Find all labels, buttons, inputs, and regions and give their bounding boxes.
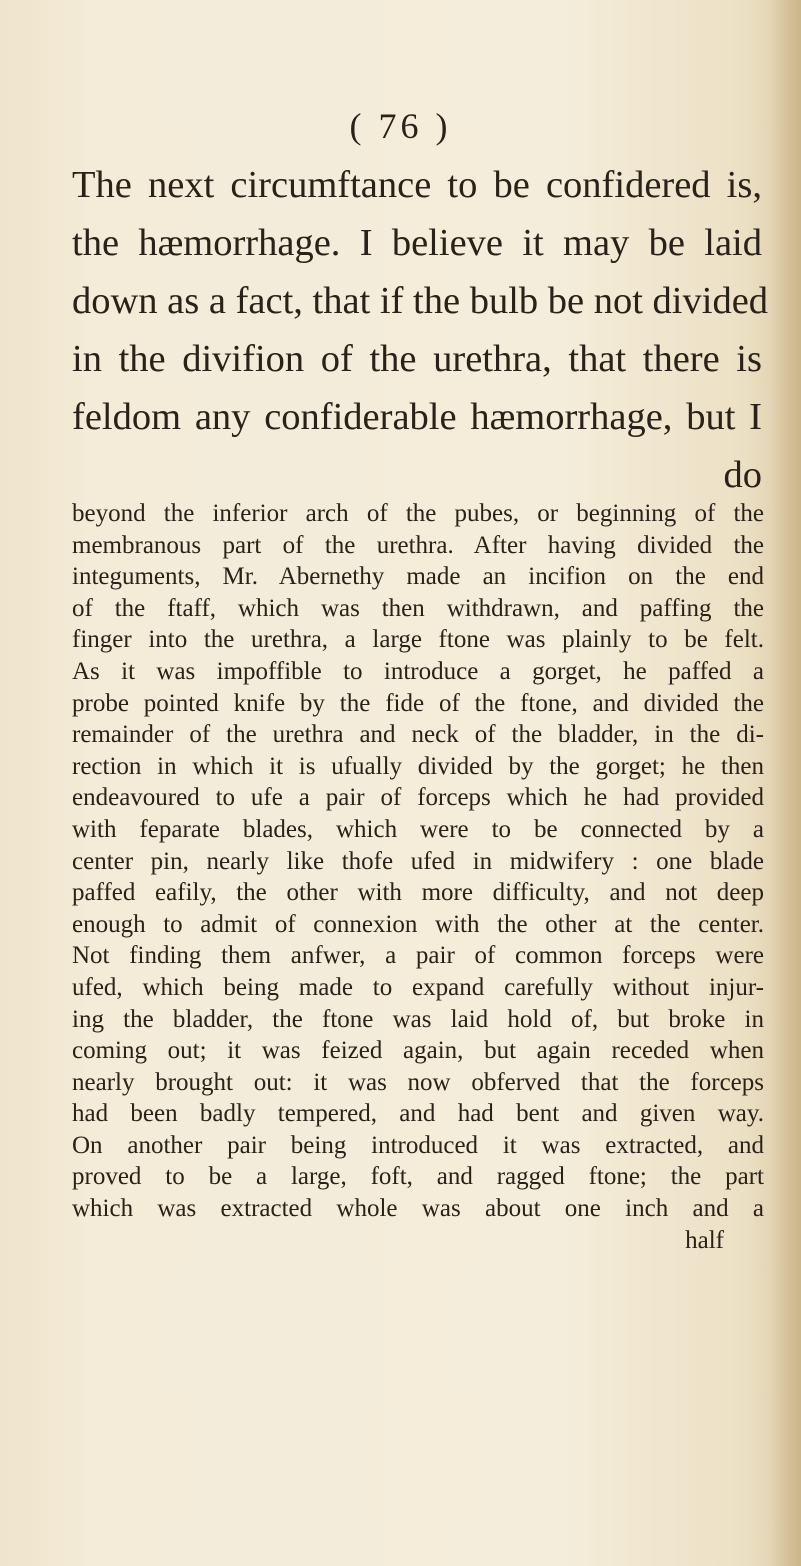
page-edge-shadow: [771, 0, 801, 1566]
text-line: paffed eafily, the other with more difficulty, and not deep: [72, 879, 764, 907]
text-line: ufed, which being made to expand carefully without injur-: [72, 973, 764, 1001]
text-line: beyond the inferior arch of the pubes, or beginning of the: [72, 500, 764, 527]
text-line: the hæmorrhage. I believe it may be laid: [72, 222, 762, 264]
text-line: had been badly tempered, and had bent and given way.: [72, 1100, 764, 1128]
text-line: ing the bladder, the ftone was laid hold of, but broke in: [72, 1005, 764, 1033]
top-paragraph: [72, 156, 769, 504]
text-line: center pin, nearly like thofe ufed in midwifery : one blade: [72, 847, 764, 875]
text-line: finger into the urethra, a large ftone was plainly to be felt.: [72, 626, 764, 654]
text-line: rection in which it is ufually divided by the gorget; he then: [72, 752, 764, 780]
text-line: integuments, Mr. Abernethy made an incifion on the end: [72, 563, 764, 591]
text-line: remainder of the urethra and neck of the bladder, in the di-: [72, 721, 764, 749]
text-line: On another pair being introduced it was extracted, and: [72, 1131, 764, 1159]
text-line: nearly brought out: it was now obferved that the forceps: [72, 1068, 764, 1096]
text-line: The next circumftance to be confidered is,: [72, 164, 762, 206]
text-line: endeavoured to ufe a pair of forceps which he had provided: [72, 784, 764, 812]
text-line: probe pointed knife by the fide of the ftone, and divided the: [72, 689, 764, 717]
lower-paragraph: [72, 498, 764, 1256]
text-line: Not finding them anfwer, a pair of common forceps were: [72, 942, 764, 970]
text-line: which was extracted whole was about one inch and a: [72, 1195, 764, 1223]
catchword: half: [685, 1226, 724, 1254]
text-line: proved to be a large, foft, and ragged ftone; the part: [72, 1163, 764, 1191]
text-line: down as a fact, that if the bulb be not divided: [72, 280, 769, 322]
text-line: As it was impoffible to introduce a gorget, he paffed a: [72, 657, 764, 685]
text-line: membranous part of the urethra. After having divided the: [72, 531, 764, 559]
text-line: in the divifion of the urethra, that there is: [72, 338, 762, 380]
catchword: do: [723, 454, 762, 496]
text-line: with feparate blades, which were to be connected by a: [72, 815, 764, 843]
page-number: ( 76 ): [349, 106, 452, 146]
text-line: of the ftaff, which was then withdrawn, and paffing the: [72, 594, 764, 622]
text-line: enough to admit of connexion with the other at the center.: [72, 910, 764, 938]
text-line: feldom any confiderable hæmorrhage, but I: [72, 396, 762, 438]
text-line: coming out; it was feized again, but again receded when: [72, 1037, 764, 1065]
